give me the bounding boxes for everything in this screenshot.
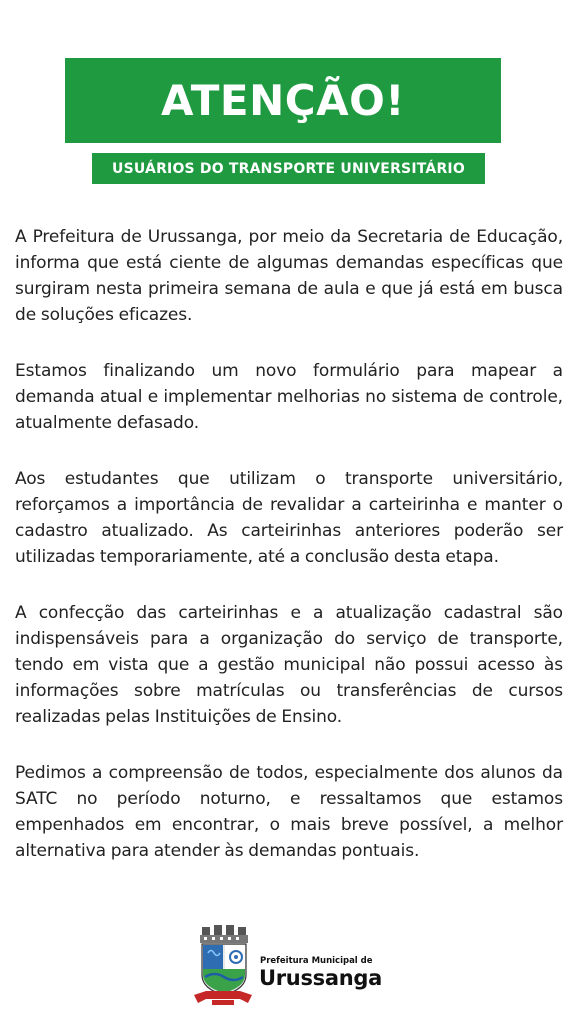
paragraph-3: Aos estudantes que utilizam o transporte universitário, reforçamos a importância de revalidar a carteirinha e manter o cadastro atualizado. As carteirinhas anteriores poderão ser utilizadas temporariamente, até a conclusão desta etapa. xyxy=(15,469,563,567)
page-subtitle: USUÁRIOS DO TRANSPORTE UNIVERSITÁRIO xyxy=(112,160,465,177)
logo-line-2: Urussanga xyxy=(259,966,382,990)
paragraph-1: A Prefeitura de Urussanga, por meio da Secretaria de Educação, informa que está ciente de algumas demandas específicas que surgiram nesta primeira semana de aula e que já está em busca de soluções eficazes. xyxy=(15,227,563,325)
page-title: ATENÇÃO! xyxy=(161,76,405,125)
paragraph-5: Pedimos a compreensão de todos, especialmente dos alunos da SATC no período noturno, e ressaltamos que estamos empenhados em encontrar, o mais breve possível, a melhor alternativa para atender às demandas pontuais. xyxy=(15,763,563,861)
paragraph-2: Estamos finalizando um novo formulário para mapear a demanda atual e implementar melhorias no sistema de controle, atualmente defasado. xyxy=(15,361,563,433)
subtitle-banner xyxy=(92,153,485,184)
logo-line-1: Prefeitura Municipal de xyxy=(260,956,373,966)
title-banner xyxy=(65,58,501,143)
city-coat-of-arms-icon xyxy=(192,925,254,1007)
notice-body xyxy=(15,224,563,894)
municipal-logo xyxy=(192,925,392,1011)
paragraph-4: A confecção das carteirinhas e a atualização cadastral são indispensáveis para a organização do serviço de transporte, tendo em vista que a gestão municipal não possui acesso às informações sobre matrículas ou transferências de cursos realizadas pelas Instituições de Ensino. xyxy=(15,603,563,727)
